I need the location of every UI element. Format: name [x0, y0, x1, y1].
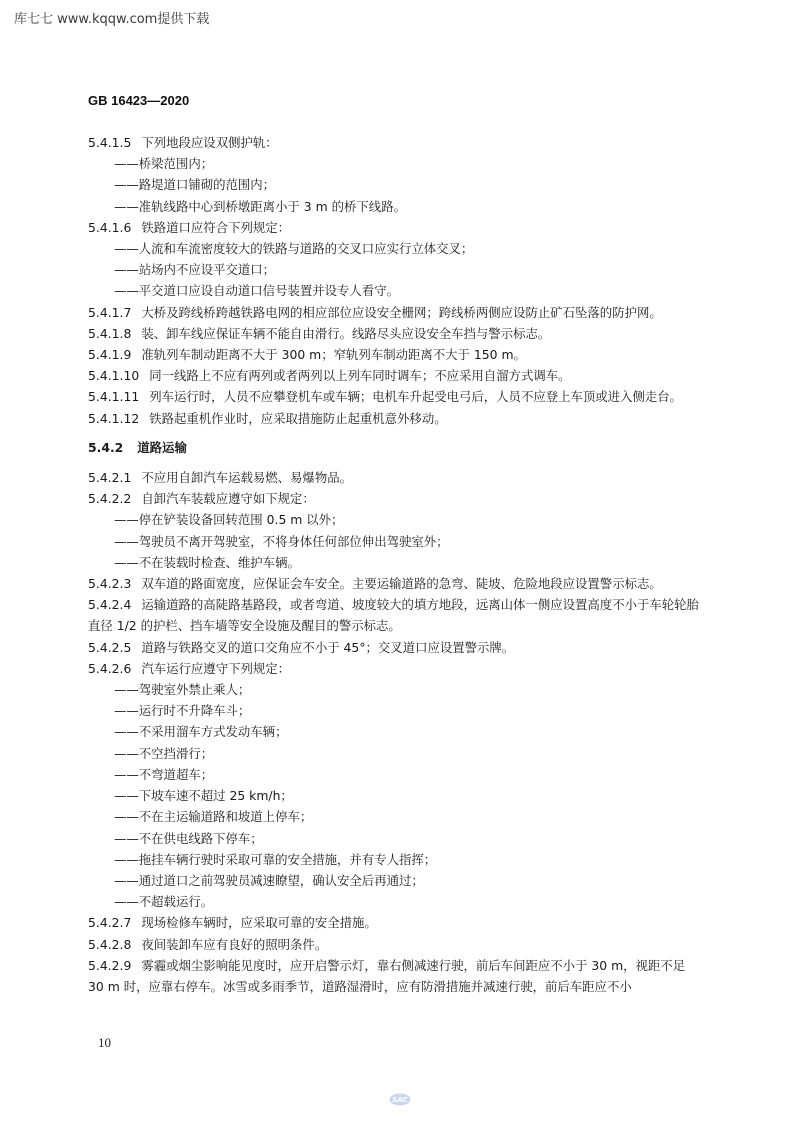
clause-paragraph: [88, 912, 700, 933]
list-item: ——平交道口应设自动道口信号装置并设专人看守。: [114, 283, 399, 299]
clause-number: 5.4.2.1: [88, 470, 132, 486]
clause-paragraph: [88, 488, 700, 509]
clause-paragraph: [88, 467, 700, 488]
section-heading: [88, 437, 700, 458]
sac-logo-icon: [389, 1093, 411, 1106]
clause-number: 5.4.1.11: [88, 389, 140, 405]
section-number: 5.4.2: [88, 439, 124, 455]
standard-code-header: GB 16423—2020: [88, 93, 190, 108]
clause-number: 5.4.2.3: [88, 576, 132, 592]
clause-paragraph: [88, 955, 700, 997]
section-title: 道路运输: [137, 439, 187, 455]
clause-paragraph: [88, 132, 700, 153]
clause-number: 5.4.1.5: [88, 135, 132, 150]
clause-number: 5.4.1.10: [88, 368, 140, 384]
list-item: ——驾驶室外禁止乘人；: [114, 682, 251, 698]
clause-text: 大桥及跨线桥跨越铁路电网的相应部位应设安全栅网；跨线桥两侧应设防止矿石坠落的防护网。: [141, 304, 662, 320]
list-item: ——下坡车速不超过 25 km/h；: [114, 788, 293, 804]
clause-paragraph: [88, 637, 700, 658]
list-item: ——准轨线路中心到桥墩距离小于 3 m 的桥下线路。: [114, 198, 406, 214]
clause-text: 不应用自卸汽车运载易燃、易爆物品。: [141, 470, 352, 486]
sac-logo-text: SAC: [392, 1096, 408, 1105]
clause-text: 道路与铁路交叉的道口交角应不小于 45°；交叉道口应设置警示牌。: [141, 639, 515, 655]
list-item: ——不采用溜车方式发动车辆；: [114, 724, 288, 740]
clause-paragraph: [88, 344, 700, 365]
list-item: ——桥梁范围内；: [114, 156, 214, 172]
watermark-text: 库七七 www.kqqw.com提供下载: [14, 12, 210, 27]
clause-text: 运输道路的高陡路基路段，或者弯道、坡度较大的填方地段，远离山体一侧应设置高度不小于车轮轮胎直径 1/2 的护栏、挡车墙等安全设施及醒目的警示标志。: [88, 597, 699, 634]
clause-text: 装、卸车线应保证车辆不能自由滑行。线路尽头应设安全车挡与警示标志。: [141, 325, 551, 341]
clause-paragraph: [88, 594, 700, 636]
clause-text: 准轨列车制动距离不大于 300 m；窄轨列车制动距离不大于 150 m。: [141, 347, 526, 363]
clause-text: 下列地段应设双侧护轨：: [141, 135, 278, 150]
list-item: ——拖挂车辆行驶时采取可靠的安全措施，并有专人指挥；: [114, 851, 437, 867]
list-item: ——运行时不升降车斗；: [114, 703, 251, 719]
clause-number: 5.4.1.9: [88, 347, 132, 363]
clause-text: 列车运行时，人员不应攀登机车或车辆；电机车升起受电弓后，人员不应登上车顶或进入侧走台。: [149, 389, 683, 405]
clause-number: 5.4.2.6: [88, 660, 132, 676]
list-item: ——不在装载时检查、维护车辆。: [114, 554, 300, 570]
clause-paragraph: [88, 365, 700, 386]
clause-text: 双车道的路面宽度，应保证会车安全。主要运输道路的急弯、陡坡、危险地段应设置警示标志。: [141, 576, 662, 592]
clause-text: 同一线路上不应有两列或者两列以上列车同时调车；不应采用自溜方式调车。: [149, 368, 571, 384]
list-item: ——不在供电线路下停车；: [114, 830, 263, 846]
clause-paragraph: [88, 386, 700, 407]
clause-paragraph: [88, 217, 700, 238]
clause-number: 5.4.1.8: [88, 325, 132, 341]
clause-text: 雾霾或烟尘影响能见度时，应开启警示灯，靠右侧减速行驶，前后车间距应不小于 30 m，视距不足 30 m 时，应靠右停车。冰雪或多雨季节，道路湿滑时，应有防滑措施并减速行驶，前后车距应不小: [88, 957, 686, 994]
list-item: ——路堤道口铺砌的范围内；: [114, 177, 276, 193]
document-body: [88, 132, 700, 997]
list-item: ——人流和车流密度较大的铁路与道路的交叉口应实行立体交叉；: [114, 241, 474, 257]
list-item: ——不超载运行。: [114, 894, 214, 910]
clause-number: 5.4.2.9: [88, 957, 132, 973]
clause-number: 5.4.2.5: [88, 639, 132, 655]
clause-text: 汽车运行应遵守下列规定：: [141, 660, 291, 676]
clause-paragraph: [88, 302, 700, 323]
clause-number: 5.4.1.6: [88, 219, 132, 235]
clause-text: 铁路起重机作业时，应采取措施防止起重机意外移动。: [149, 410, 447, 426]
clause-text: 铁路道口应符合下列规定：: [141, 219, 291, 235]
clause-number: 5.4.2.7: [88, 915, 132, 931]
clause-number: 5.4.2.8: [88, 936, 132, 952]
clause-number: 5.4.1.12: [88, 410, 140, 426]
clause-paragraph: [88, 408, 700, 429]
clause-paragraph: [88, 323, 700, 344]
list-item: ——不空挡滑行；: [114, 745, 214, 761]
clause-number: 5.4.2.2: [88, 491, 132, 507]
clause-number: 5.4.1.7: [88, 304, 132, 320]
list-item: ——不弯道超车；: [114, 766, 214, 782]
list-item: ——不在主运输道路和坡道上停车；: [114, 809, 313, 825]
clause-text: 夜间装卸车应有良好的照明条件。: [141, 936, 328, 952]
clause-text: 自卸汽车装载应遵守如下规定：: [141, 491, 315, 507]
clause-text: 现场检修车辆时，应采取可靠的安全措施。: [141, 915, 377, 931]
page-number: 10: [98, 1035, 111, 1050]
list-item: ——站场内不应设平交道口；: [114, 262, 276, 278]
clause-paragraph: [88, 934, 700, 955]
clause-number: 5.4.2.4: [88, 597, 132, 613]
list-item: ——驾驶员不离开驾驶室，不将身体任何部位伸出驾驶室外；: [114, 533, 449, 549]
clause-paragraph: [88, 573, 700, 594]
clause-paragraph: [88, 658, 700, 679]
list-item: ——停在铲装设备回转范围 0.5 m 以外；: [114, 512, 344, 528]
list-item: ——通过道口之前驾驶员减速瞭望，确认安全后再通过；: [114, 872, 424, 888]
